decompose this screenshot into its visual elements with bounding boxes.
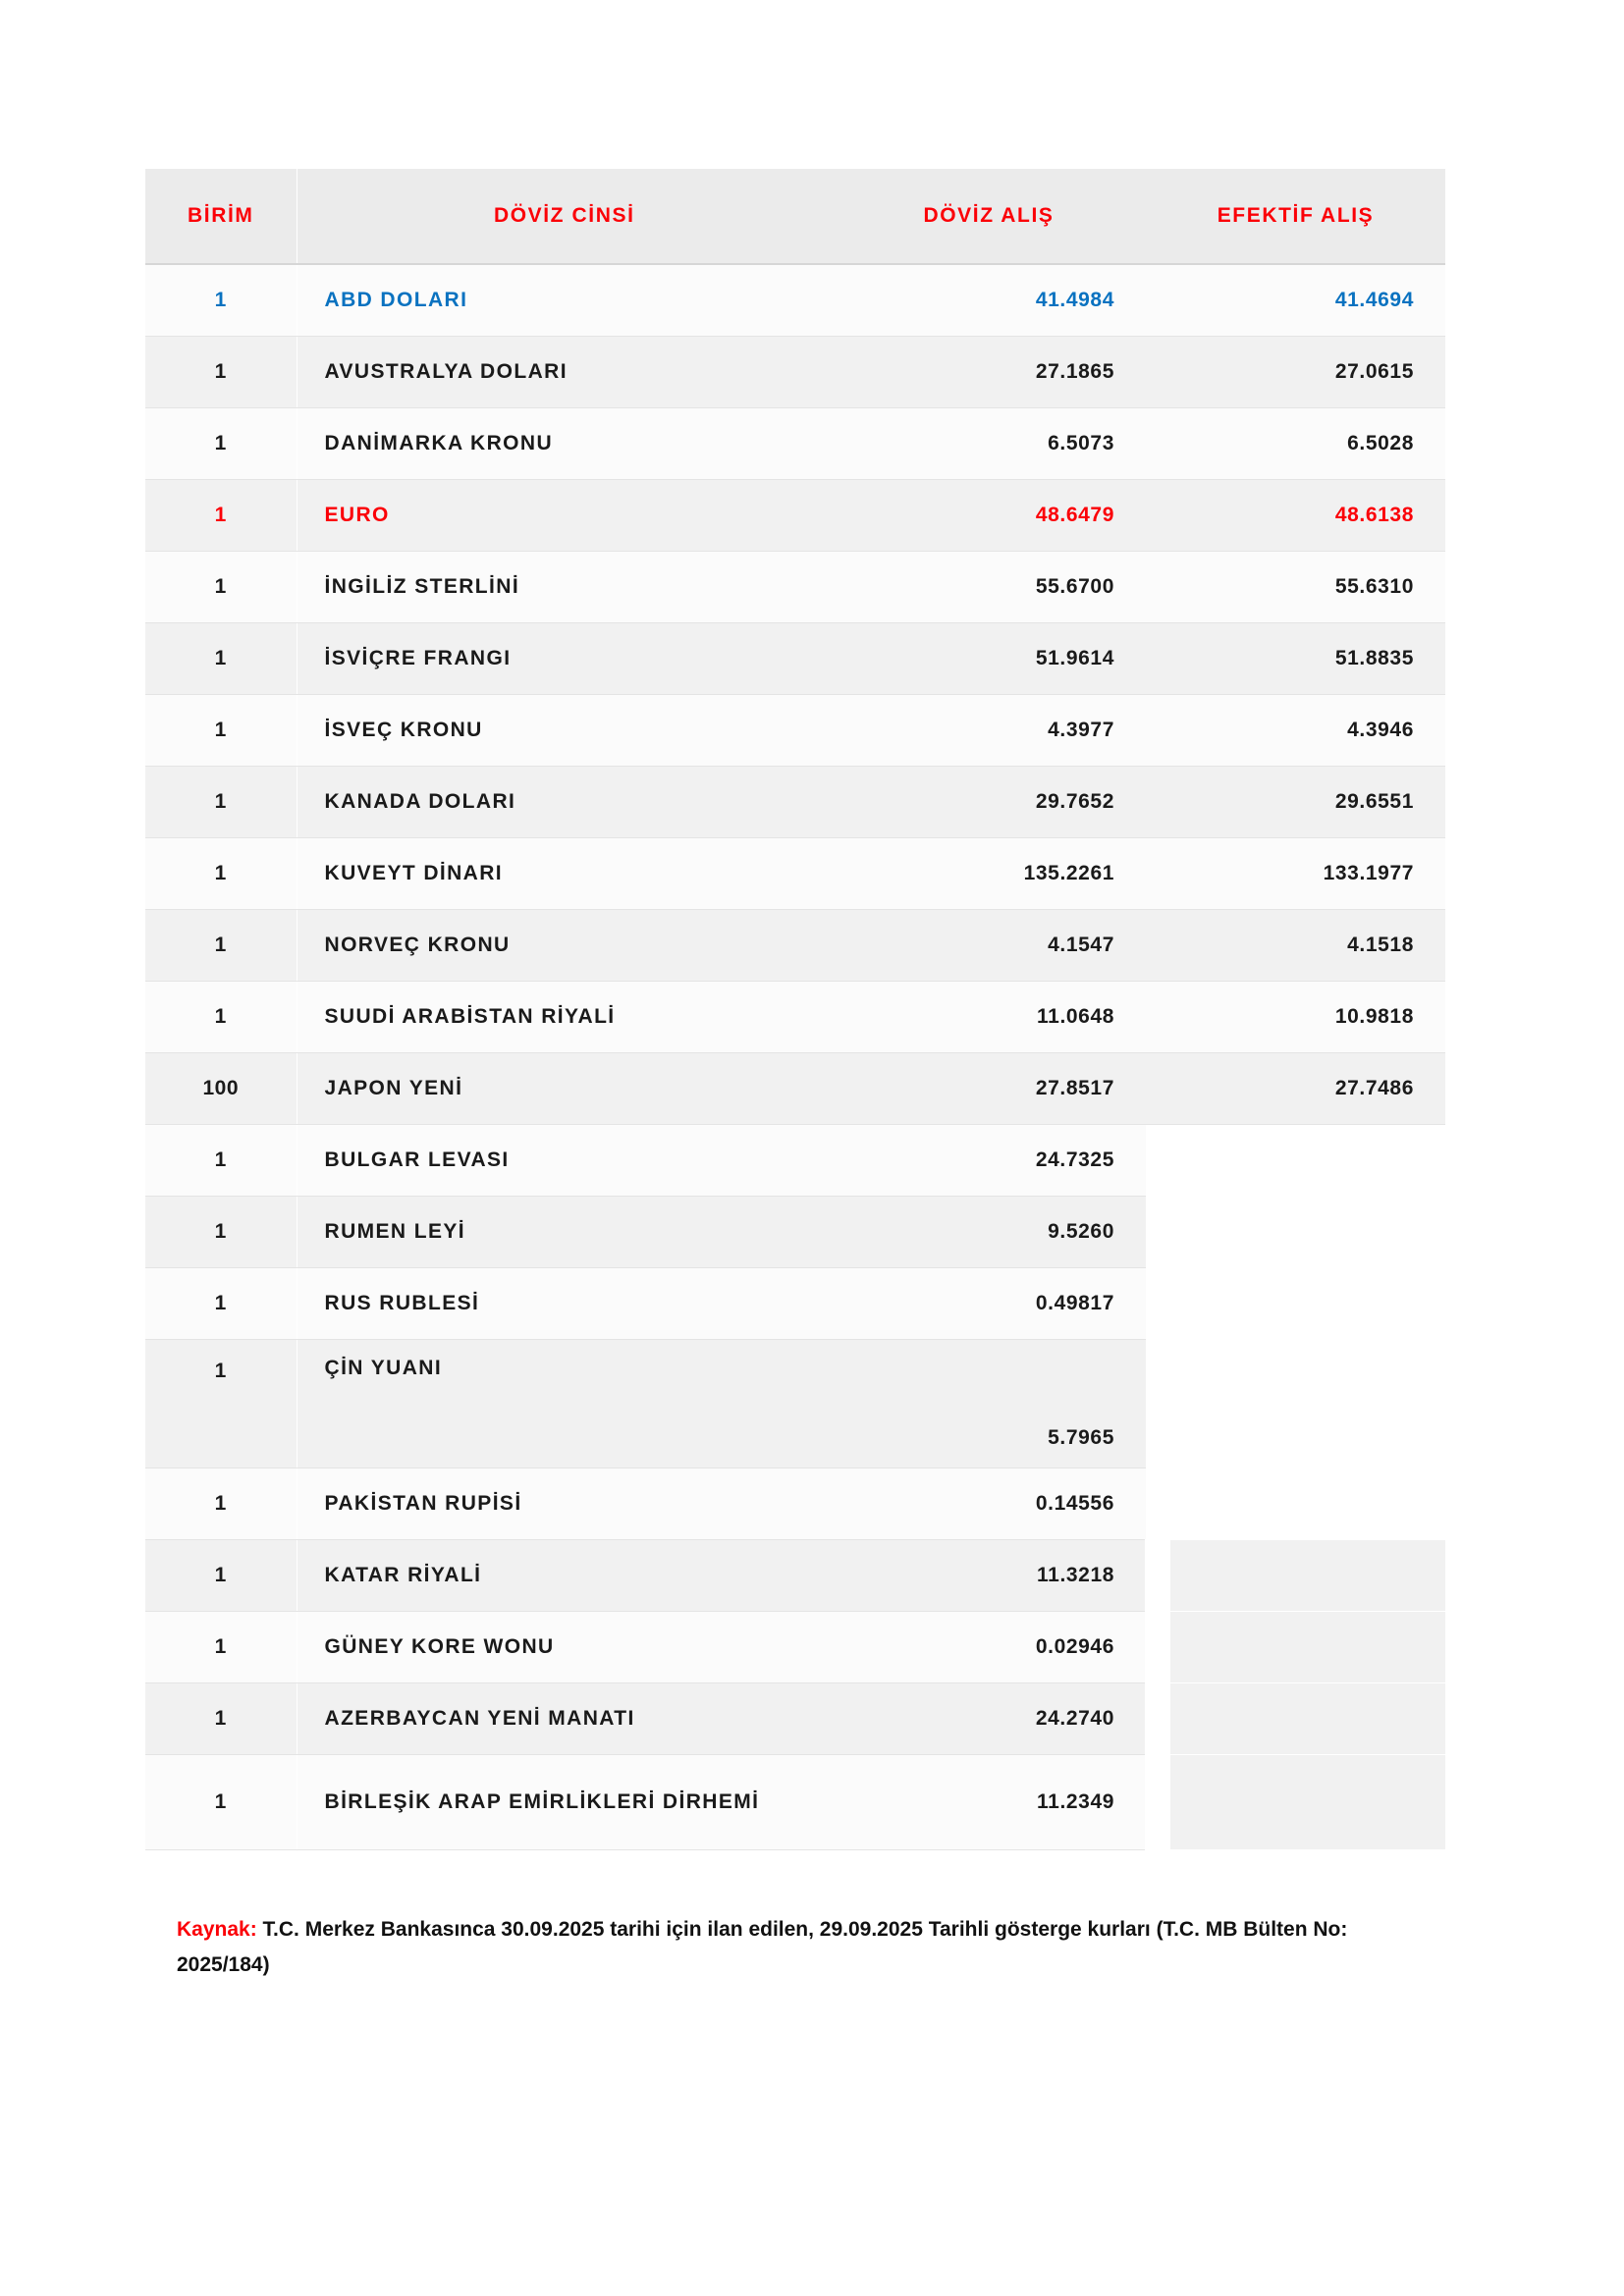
cell-unit: 1 bbox=[145, 1125, 297, 1197]
cell-buy-rate: 51.9614 bbox=[832, 623, 1146, 695]
table-row bbox=[145, 982, 1445, 1053]
cell-effective-rate bbox=[1146, 1268, 1445, 1340]
table-row bbox=[145, 1053, 1445, 1125]
cell-unit: 1 bbox=[145, 982, 297, 1053]
cell-buy-rate: 24.2740 bbox=[832, 1683, 1146, 1755]
cell-currency: EURO bbox=[297, 480, 832, 552]
cell-unit: 1 bbox=[145, 408, 297, 480]
table-row bbox=[145, 337, 1445, 408]
cell-buy-rate: 24.7325 bbox=[832, 1125, 1146, 1197]
source-label: Kaynak: bbox=[177, 1918, 257, 1941]
cell-effective-rate: 55.6310 bbox=[1146, 552, 1445, 623]
cell-effective-rate bbox=[1146, 1468, 1445, 1540]
cell-unit: 1 bbox=[145, 1683, 297, 1755]
cell-unit: 1 bbox=[145, 910, 297, 982]
table-row bbox=[145, 767, 1445, 838]
cell-buy-rate: 29.7652 bbox=[832, 767, 1146, 838]
cell-unit: 1 bbox=[145, 695, 297, 767]
table-row bbox=[145, 264, 1445, 337]
cell-effective-rate bbox=[1146, 1683, 1445, 1755]
cell-effective-rate: 4.3946 bbox=[1146, 695, 1445, 767]
table-row bbox=[145, 1683, 1445, 1755]
cell-unit: 1 bbox=[145, 264, 297, 337]
cell-effective-rate: 10.9818 bbox=[1146, 982, 1445, 1053]
cell-unit: 1 bbox=[145, 480, 297, 552]
cell-buy-rate: 11.2349 bbox=[832, 1755, 1146, 1850]
table-row bbox=[145, 1468, 1445, 1540]
cell-effective-rate: 27.7486 bbox=[1146, 1053, 1445, 1125]
cell-currency: AZERBAYCAN YENİ MANATI bbox=[297, 1683, 832, 1755]
cell-unit: 1 bbox=[145, 1755, 297, 1850]
cell-buy-rate: 5.7965 bbox=[832, 1340, 1146, 1468]
column-header-unit: BİRİM bbox=[145, 169, 297, 264]
cell-effective-rate bbox=[1146, 1755, 1445, 1850]
cell-effective-rate: 41.4694 bbox=[1146, 264, 1445, 337]
source-note bbox=[177, 1912, 1384, 1983]
cell-effective-rate bbox=[1146, 1197, 1445, 1268]
cell-currency: GÜNEY KORE WONU bbox=[297, 1612, 832, 1683]
table-row bbox=[145, 480, 1445, 552]
cell-currency: RUMEN LEYİ bbox=[297, 1197, 832, 1268]
cell-currency: BULGAR LEVASI bbox=[297, 1125, 832, 1197]
cell-effective-rate bbox=[1146, 1612, 1445, 1683]
cell-effective-rate bbox=[1146, 1125, 1445, 1197]
cell-currency: ABD DOLARI bbox=[297, 264, 832, 337]
table-row bbox=[145, 1540, 1445, 1612]
cell-unit: 1 bbox=[145, 767, 297, 838]
table-header-row bbox=[145, 169, 1445, 264]
cell-currency: İNGİLİZ STERLİNİ bbox=[297, 552, 832, 623]
cell-buy-rate: 27.1865 bbox=[832, 337, 1146, 408]
cell-effective-rate bbox=[1146, 1540, 1445, 1612]
table-row bbox=[145, 910, 1445, 982]
table-row bbox=[145, 695, 1445, 767]
cell-unit: 1 bbox=[145, 1340, 297, 1468]
column-header-effective: EFEKTİF ALIŞ bbox=[1146, 169, 1445, 264]
cell-effective-rate: 6.5028 bbox=[1146, 408, 1445, 480]
table-header bbox=[145, 169, 1445, 264]
cell-currency: DANİMARKA KRONU bbox=[297, 408, 832, 480]
cell-unit: 1 bbox=[145, 1468, 297, 1540]
cell-effective-rate: 4.1518 bbox=[1146, 910, 1445, 982]
cell-buy-rate: 0.02946 bbox=[832, 1612, 1146, 1683]
cell-buy-rate: 48.6479 bbox=[832, 480, 1146, 552]
cell-buy-rate: 27.8517 bbox=[832, 1053, 1146, 1125]
cell-unit: 1 bbox=[145, 1540, 297, 1612]
cell-currency: RUS RUBLESİ bbox=[297, 1268, 832, 1340]
cell-unit: 1 bbox=[145, 337, 297, 408]
cell-currency: BİRLEŞİK ARAP EMİRLİKLERİ DİRHEMİ bbox=[297, 1755, 832, 1850]
table-row bbox=[145, 1125, 1445, 1197]
cell-effective-rate: 48.6138 bbox=[1146, 480, 1445, 552]
cell-currency: JAPON YENİ bbox=[297, 1053, 832, 1125]
source-text: T.C. Merkez Bankasınca 30.09.2025 tarihi için ilan edilen, 29.09.2025 Tarihli gösterge kurları (T.C. MB Bülten No: 2025/184) bbox=[177, 1918, 1348, 1977]
cell-effective-rate: 133.1977 bbox=[1146, 838, 1445, 910]
cell-unit: 1 bbox=[145, 552, 297, 623]
cell-unit: 100 bbox=[145, 1053, 297, 1125]
table-row bbox=[145, 1197, 1445, 1268]
cell-effective-rate: 51.8835 bbox=[1146, 623, 1445, 695]
cell-currency: İSVİÇRE FRANGI bbox=[297, 623, 832, 695]
cell-unit: 1 bbox=[145, 1268, 297, 1340]
cell-currency: ÇİN YUANI bbox=[297, 1340, 832, 1468]
cell-buy-rate: 0.14556 bbox=[832, 1468, 1146, 1540]
cell-effective-rate bbox=[1146, 1340, 1445, 1468]
cell-buy-rate: 0.49817 bbox=[832, 1268, 1146, 1340]
cell-buy-rate: 11.0648 bbox=[832, 982, 1146, 1053]
table-row bbox=[145, 408, 1445, 480]
table-row bbox=[145, 1755, 1445, 1850]
cell-unit: 1 bbox=[145, 623, 297, 695]
cell-currency: SUUDİ ARABİSTAN RİYALİ bbox=[297, 982, 832, 1053]
cell-unit: 1 bbox=[145, 1197, 297, 1268]
cell-buy-rate: 4.1547 bbox=[832, 910, 1146, 982]
cell-buy-rate: 6.5073 bbox=[832, 408, 1146, 480]
exchange-rate-table-wrapper bbox=[145, 169, 1445, 1850]
cell-currency: AVUSTRALYA DOLARI bbox=[297, 337, 832, 408]
cell-unit: 1 bbox=[145, 1612, 297, 1683]
cell-currency: KANADA DOLARI bbox=[297, 767, 832, 838]
cell-effective-rate: 27.0615 bbox=[1146, 337, 1445, 408]
cell-unit: 1 bbox=[145, 838, 297, 910]
cell-buy-rate: 11.3218 bbox=[832, 1540, 1146, 1612]
column-header-buy: DÖVİZ ALIŞ bbox=[832, 169, 1146, 264]
cell-buy-rate: 135.2261 bbox=[832, 838, 1146, 910]
table-row bbox=[145, 1268, 1445, 1340]
cell-buy-rate: 9.5260 bbox=[832, 1197, 1146, 1268]
column-header-currency: DÖVİZ CİNSİ bbox=[297, 169, 832, 264]
table-row bbox=[145, 552, 1445, 623]
cell-currency: NORVEÇ KRONU bbox=[297, 910, 832, 982]
table-row bbox=[145, 1340, 1445, 1468]
table-row bbox=[145, 1612, 1445, 1683]
cell-currency: KUVEYT DİNARI bbox=[297, 838, 832, 910]
table-row bbox=[145, 838, 1445, 910]
cell-currency: PAKİSTAN RUPİSİ bbox=[297, 1468, 832, 1540]
cell-currency: İSVEÇ KRONU bbox=[297, 695, 832, 767]
cell-buy-rate: 55.6700 bbox=[832, 552, 1146, 623]
cell-buy-rate: 41.4984 bbox=[832, 264, 1146, 337]
exchange-rate-table bbox=[145, 169, 1445, 1850]
cell-effective-rate: 29.6551 bbox=[1146, 767, 1445, 838]
table-body bbox=[145, 264, 1445, 1850]
cell-currency: KATAR RİYALİ bbox=[297, 1540, 832, 1612]
cell-buy-rate: 4.3977 bbox=[832, 695, 1146, 767]
table-row bbox=[145, 623, 1445, 695]
